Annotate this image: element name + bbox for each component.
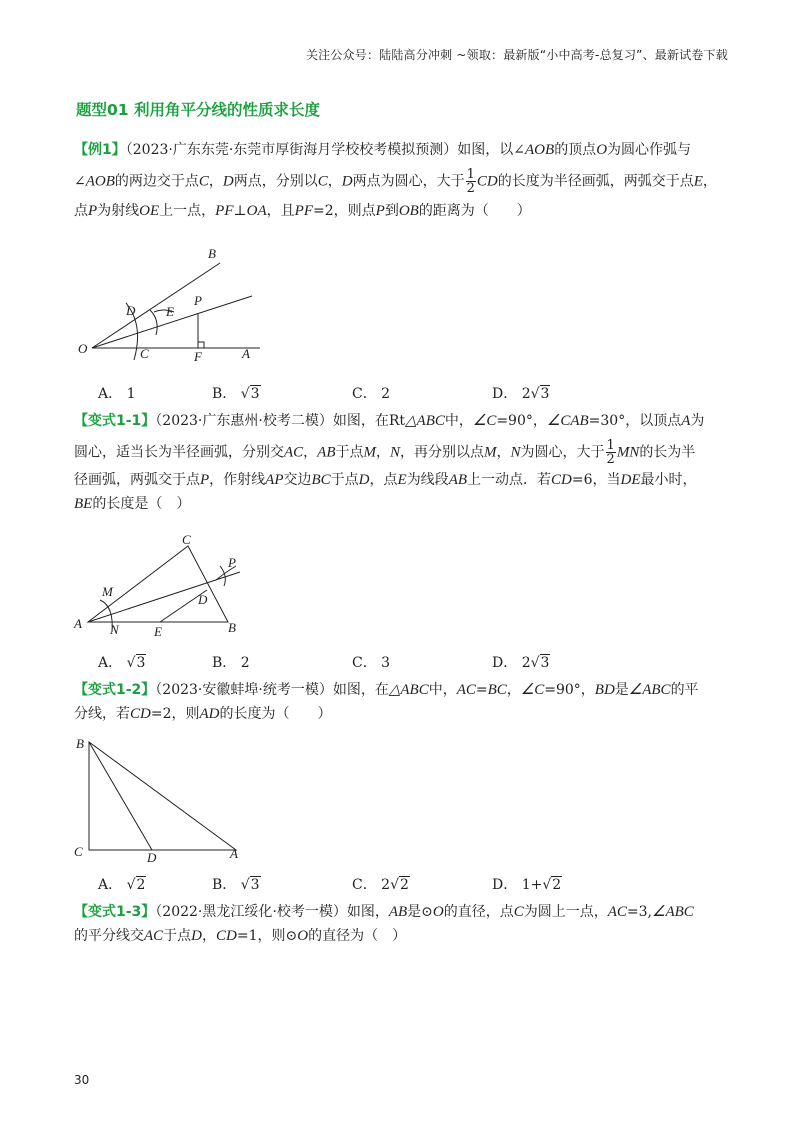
v12-option-b[interactable] — [212, 874, 261, 894]
v11-option-c[interactable] — [352, 652, 390, 672]
label-m: M — [102, 584, 113, 599]
sqrt: √3 — [530, 655, 550, 671]
label-p: P — [194, 293, 202, 308]
v11-t: 最小时， — [640, 472, 697, 488]
v12-option-c[interactable] — [352, 874, 410, 894]
ex1-t: 点 — [74, 203, 88, 219]
ex1-t: PF — [294, 203, 313, 219]
label-e: E — [166, 304, 174, 319]
v13-t: 的平分线交 — [74, 928, 144, 944]
v12-t: ∠ABC — [628, 682, 671, 698]
option-value: 2 — [552, 877, 562, 893]
v11-t: ，再分别以点 — [400, 444, 485, 461]
triangle-abc — [89, 742, 236, 850]
option-letter: C． — [352, 386, 377, 402]
ex1-t: AOB — [85, 173, 115, 190]
v11-t: CD — [551, 472, 572, 488]
v13-t: ， — [202, 928, 217, 944]
v11-t: △ABC — [405, 413, 445, 429]
v12-t: 的长度为（ ） — [219, 706, 332, 722]
v12-t: BC — [487, 682, 507, 698]
v11-t: AB — [448, 472, 468, 488]
ex1-t: 的距离为（ ） — [418, 203, 531, 219]
ex1-t: ， — [208, 173, 223, 190]
label-b: B — [76, 736, 84, 751]
option-letter: D． — [492, 655, 518, 671]
v11-t: =90°， — [496, 413, 547, 429]
option-letter: D． — [492, 386, 518, 402]
v11-line-3 — [74, 468, 734, 492]
v11-t: DE — [620, 472, 641, 488]
option-value: 2 — [381, 386, 391, 402]
v13-t: ∠ABC — [652, 904, 694, 920]
v11-t: E — [397, 472, 407, 488]
right-angle-mark — [198, 342, 204, 348]
ex1-t: D — [222, 173, 234, 190]
option-value: 2 — [400, 877, 409, 893]
ex1-t: PF — [215, 203, 234, 219]
fraction-half — [466, 168, 476, 195]
frac-den: 2 — [466, 181, 475, 196]
ex1-t: C — [198, 173, 209, 190]
ex1-t: ⊥ — [233, 203, 247, 219]
v12-t: 是 — [614, 682, 629, 698]
v11-t: P — [200, 472, 210, 488]
sqrt: √2 — [390, 877, 409, 893]
option-letter: A． — [98, 877, 123, 893]
frac-den: 2 — [606, 452, 615, 467]
v13-t: CD — [216, 928, 237, 944]
v12-tag: 【变式1-2】 — [74, 682, 156, 698]
label-f: F — [194, 349, 202, 364]
v11-line-2 — [74, 439, 734, 466]
v12-t: =2，则 — [150, 706, 200, 722]
ex1-t: 的顶点 — [554, 142, 597, 158]
variant-1-2-text — [74, 678, 734, 726]
v12-t: CD — [130, 706, 151, 722]
ex1-t: ，且 — [266, 203, 295, 219]
v11-t: ，作射线 — [209, 472, 266, 488]
ex1-t: 到 — [384, 203, 399, 219]
sqrt: √3 — [126, 655, 146, 671]
ex1-t: P — [375, 203, 385, 219]
label-a: A — [74, 616, 82, 631]
option-value: 3 — [381, 655, 391, 671]
v11-t: ∠C — [472, 413, 497, 429]
ex1-t: CD — [476, 173, 498, 190]
v11-t: ， — [496, 444, 511, 461]
ex1-option-a[interactable] — [98, 383, 136, 403]
ex1-t: OA — [246, 203, 267, 219]
ex1-tag: 【例1】 — [74, 142, 126, 158]
ex1-option-b[interactable] — [212, 383, 261, 403]
option-value: 3 — [540, 655, 550, 671]
label-n: N — [110, 622, 119, 637]
v13-t: 为圆上一点， — [523, 904, 608, 920]
variant-1-1-text — [74, 409, 734, 516]
label-e: E — [154, 624, 162, 639]
v12-line-1 — [74, 678, 734, 702]
option-letter: A． — [98, 386, 123, 402]
v13-t: O — [297, 928, 309, 944]
label-d: D — [198, 592, 208, 607]
v12-t: （2023·安徽蚌埠·统考一模）如图，在 — [155, 682, 389, 698]
ex1-t: 的长度为半径画弧，两弧交于点 — [497, 173, 694, 190]
v11-t: 圆心，适当长为半径画弧，分别交 — [74, 444, 284, 461]
label-a: A — [242, 346, 250, 361]
sqrt: √3 — [530, 386, 550, 402]
option-value: 3 — [250, 386, 260, 402]
v12-t: AC — [456, 682, 476, 698]
option-value: 1 — [126, 386, 136, 402]
ex1-t: （2023·广东东莞·东莞市厚街海月学校校考模拟预测）如图，以 — [125, 142, 514, 158]
label-d: D — [147, 850, 157, 865]
label-c: C — [140, 346, 149, 361]
label-d: D — [126, 303, 136, 318]
ex1-figure — [70, 240, 270, 365]
option-value: 3 — [250, 877, 260, 893]
option-coef: 2 — [521, 655, 531, 671]
v11-t: 上一动点．若 — [467, 472, 552, 488]
ex1-t: E — [693, 173, 703, 190]
v11-t: 的长度是（ ） — [92, 496, 191, 512]
v11-t: ，点 — [369, 472, 398, 488]
v11-t: ， — [376, 444, 390, 461]
sqrt: √3 — [240, 877, 260, 893]
v13-t: AB — [388, 904, 408, 920]
v11-figure — [70, 532, 250, 642]
v12-t: 分线，若 — [74, 706, 130, 722]
v11-t: N — [390, 444, 401, 461]
ex1-t: 两点为圆心，大于 — [352, 173, 465, 190]
label-p: P — [228, 555, 236, 570]
v11-t: 中， — [444, 413, 473, 429]
option-value: 2 — [136, 877, 146, 893]
option-letter: B． — [212, 655, 237, 671]
variant-1-3-text — [74, 900, 734, 948]
v12-t: 的平 — [670, 682, 699, 698]
v11-t: A — [681, 413, 691, 429]
frac-num: 1 — [606, 438, 615, 453]
v11-t: MN — [616, 444, 640, 461]
option-letter: C． — [352, 655, 377, 671]
v11-t: =30°，以顶点 — [588, 413, 682, 429]
v11-t: 交边 — [283, 472, 312, 488]
v11-line-4 — [74, 492, 734, 516]
v11-tag: 【变式1-1】 — [74, 413, 156, 429]
option-letter: C． — [352, 877, 377, 893]
v11-t: N — [510, 444, 521, 461]
label-a: A — [230, 846, 238, 861]
v13-t: =1，则⊙ — [236, 928, 298, 944]
v12-line-2 — [74, 702, 734, 726]
v11-t: 的长为半 — [639, 444, 696, 461]
option-letter: D． — [492, 877, 518, 893]
v11-line-1 — [74, 409, 734, 433]
v13-t: D — [191, 928, 203, 944]
label-b: B — [228, 620, 236, 635]
option-coef: 1+ — [521, 877, 543, 893]
ex1-t: ， — [327, 173, 342, 190]
sqrt: √3 — [240, 386, 260, 402]
sqrt: √2 — [126, 877, 146, 893]
v13-t: =3, — [626, 904, 653, 920]
ex1-line-1: 【例1】（2023·广东东莞·东莞市厚街海月学校校考模拟预测）如图，以∠AOB的顶点O为圆心作弧与 — [74, 142, 692, 158]
ex1-t: 为圆心作弧与 — [607, 142, 692, 158]
v13-tag: 【变式1-3】 — [74, 904, 156, 920]
ex1-t: P — [88, 203, 98, 219]
v11-t: =6，当 — [571, 472, 621, 488]
label-o: O — [78, 341, 88, 356]
v11-t: ∠CAB — [546, 413, 589, 429]
ex1-option-d[interactable] — [492, 383, 550, 403]
v12-t: ， — [506, 682, 521, 698]
v11-option-a[interactable] — [98, 652, 146, 672]
v13-t: C — [513, 904, 524, 920]
v13-t: （2022·黑龙江绥化·校考一模）如图， — [155, 904, 389, 920]
v12-t: BD — [594, 682, 615, 698]
label-b: B — [208, 246, 216, 261]
option-letter: B． — [212, 877, 237, 893]
ex1-t: C — [317, 173, 328, 190]
option-letter: B． — [212, 386, 237, 402]
v12-t: ∠C — [520, 682, 545, 698]
v11-t: BC — [311, 472, 331, 488]
v11-t: AB — [317, 444, 336, 461]
v13-line-2 — [74, 924, 734, 948]
ex1-t: OB — [398, 203, 419, 219]
v13-t: AC — [144, 928, 164, 944]
v12-t: =90°， — [544, 682, 595, 698]
v11-t: 径画弧，两弧交于点 — [74, 472, 200, 488]
option-coef: 2 — [521, 386, 531, 402]
ex1-line-3 — [74, 199, 734, 223]
v13-t: 的直径为（ ） — [308, 928, 407, 944]
v11-t: AC — [284, 444, 304, 461]
ex1-t: ， — [702, 173, 717, 190]
label-c: C — [74, 844, 83, 859]
v13-line-1 — [74, 900, 734, 924]
page-number: 30 — [74, 1073, 90, 1087]
arc-e1 — [150, 310, 157, 335]
fraction-half — [606, 439, 616, 466]
v11-t: M — [363, 444, 376, 461]
option-value: 3 — [136, 655, 146, 671]
v12-t: = — [475, 682, 488, 698]
v13-t: 的直径，点 — [443, 904, 514, 920]
v13-t: 是⊙ — [407, 904, 433, 920]
v11-t: ， — [303, 444, 318, 461]
v11-t: 为圆心，大于 — [520, 444, 605, 461]
v12-t: AD — [199, 706, 220, 722]
page-header: 关注公众号：陆陆高分冲刺 ~领取：最新版“小中高考-总复习”、最新试卷下载 — [305, 48, 728, 62]
ex1-t: 两点，分别以 — [233, 173, 318, 190]
v12-figure — [70, 730, 250, 865]
ex1-t: 上一点， — [159, 203, 216, 219]
option-letter: A． — [98, 655, 123, 671]
v13-t: 于点 — [163, 928, 192, 944]
v12-t: △ABC — [388, 682, 429, 698]
v11-t: 为 — [690, 413, 705, 429]
v12-t: 中， — [428, 682, 457, 698]
v11-t: M — [484, 444, 497, 461]
v11-option-b[interactable] — [212, 652, 250, 672]
label-c: C — [182, 532, 191, 547]
v11-t: 于点 — [330, 472, 359, 488]
example-1-text — [74, 138, 734, 223]
ex1-line-2: ∠AOB的两边交于点C，D两点，分别以C，D两点为圆心，大于 $\frac{1}{2}$ CD的长度为半径画弧，两弧交于点E， — [74, 167, 717, 196]
ex1-t: =2，则点 — [313, 203, 376, 219]
section-title: 题型01 利用角平分线的性质求长度 — [76, 101, 320, 119]
v11-option-d[interactable] — [492, 652, 550, 672]
v13-t: O — [432, 904, 444, 920]
ex1-t: D — [341, 173, 353, 190]
v12-option-a[interactable] — [98, 874, 146, 894]
option-value: 2 — [240, 655, 250, 671]
sqrt: √2 — [542, 877, 562, 893]
v11-t: D — [358, 472, 370, 488]
option-value: 3 — [540, 386, 550, 402]
frac-num: 1 — [466, 167, 475, 182]
ex1-t: OE — [139, 203, 160, 219]
v11-t: 于点 — [335, 444, 364, 461]
option-coef: 2 — [381, 877, 391, 893]
ex1-option-c[interactable] — [352, 383, 390, 403]
segment-bd — [89, 742, 152, 850]
v11-t: 为线段 — [406, 472, 449, 488]
ex1-t: AOB — [525, 142, 555, 158]
v12-option-d[interactable] — [492, 874, 562, 894]
v11-t: BE — [74, 496, 93, 512]
ex1-t: 为射线 — [97, 203, 140, 219]
ex1-t: 的两边交于点 — [114, 173, 199, 190]
v11-t: （2023·广东惠州·校考二模）如图，在Rt — [155, 413, 405, 429]
v13-t: AC — [607, 904, 627, 920]
ex1-t: O — [596, 142, 608, 158]
v11-t: AP — [265, 472, 284, 488]
